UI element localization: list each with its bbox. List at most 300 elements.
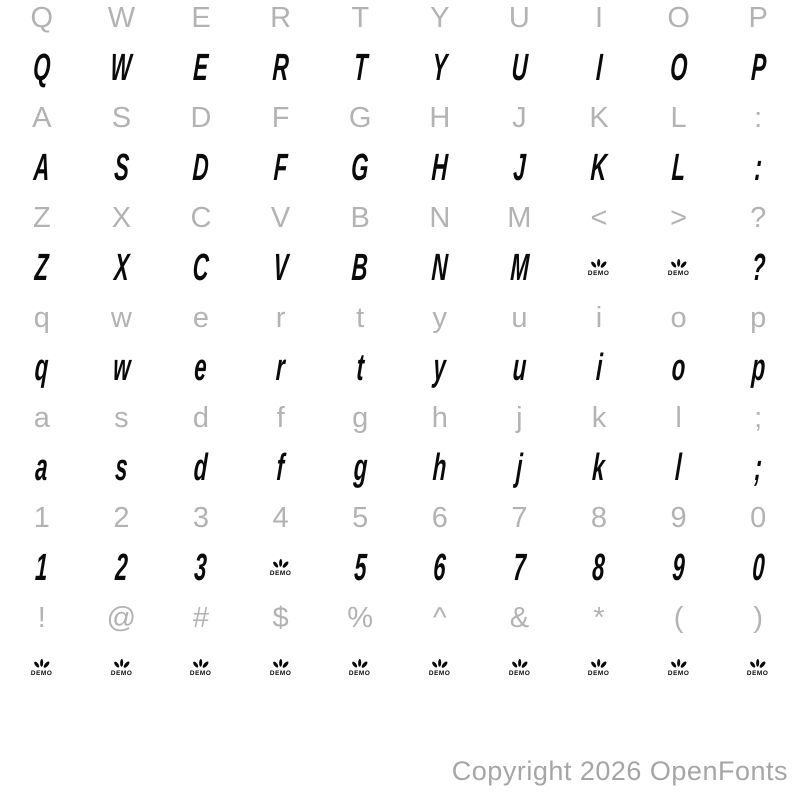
glyph-cell-r14-c7 bbox=[480, 643, 560, 693]
glyph-char: W bbox=[109, 47, 133, 89]
glyph-char: l bbox=[675, 401, 682, 434]
glyph-char: 6 bbox=[431, 501, 448, 534]
glyph-cell-r9-c3 bbox=[161, 393, 241, 443]
glyph-char: h bbox=[431, 401, 448, 434]
glyph-char: C bbox=[191, 247, 211, 289]
glyph-cell-r2-c5 bbox=[320, 43, 400, 93]
glyph-char: 5 bbox=[352, 501, 369, 534]
glyph-cell-r10-c8 bbox=[559, 443, 639, 493]
glyph-cell-r14-c5 bbox=[320, 643, 400, 693]
glyph-char: s bbox=[114, 401, 129, 434]
glyph-char: o bbox=[670, 347, 687, 389]
glyph-cell-r13-c2 bbox=[82, 593, 162, 643]
demo-label: DEMO bbox=[110, 670, 133, 678]
demo-glyph bbox=[508, 658, 530, 678]
glyph-char: 4 bbox=[272, 501, 289, 534]
glyph-cell-r12-c9 bbox=[639, 543, 719, 593]
demo-glyph bbox=[270, 558, 292, 578]
glyph-cell-r8-c5 bbox=[320, 343, 400, 393]
glyph-char: I bbox=[594, 47, 604, 89]
glyph-cell-r13-c6 bbox=[400, 593, 480, 643]
glyph-char: j bbox=[516, 401, 523, 434]
glyph-char: 8 bbox=[591, 547, 607, 589]
glyph-cell-r12-c3 bbox=[161, 543, 241, 593]
demo-glyph bbox=[668, 658, 690, 678]
splash-leaves-icon bbox=[113, 658, 130, 670]
glyph-char: t bbox=[355, 347, 365, 389]
glyph-cell-r4-c8 bbox=[559, 143, 639, 193]
glyph-char: C bbox=[190, 201, 212, 234]
glyph-char: A bbox=[32, 147, 51, 189]
demo-label: DEMO bbox=[747, 670, 769, 678]
glyph-char: E bbox=[191, 1, 211, 34]
glyph-char: * bbox=[593, 601, 605, 634]
demo-label: DEMO bbox=[667, 270, 690, 278]
glyph-cell-r13-c4 bbox=[241, 593, 321, 643]
glyph-cell-r8-c10 bbox=[718, 343, 798, 393]
glyph-cell-r11-c7 bbox=[480, 493, 560, 543]
demo-label: DEMO bbox=[667, 670, 690, 678]
glyph-char: S bbox=[112, 147, 130, 189]
glyph-char: Y bbox=[431, 47, 449, 89]
glyph-char: ^ bbox=[432, 601, 447, 634]
glyph-cell-r3-c5 bbox=[320, 93, 400, 143]
glyph-cell-r11-c10 bbox=[718, 493, 798, 543]
glyph-char: u bbox=[511, 301, 528, 334]
glyph-char: J bbox=[512, 101, 527, 134]
glyph-cell-r8-c1 bbox=[2, 343, 82, 393]
demo-glyph bbox=[110, 658, 132, 678]
glyph-cell-r6-c3 bbox=[161, 243, 241, 293]
glyph-cell-r4-c1 bbox=[2, 143, 82, 193]
demo-label: DEMO bbox=[349, 670, 371, 678]
glyph-cell-r5-c8 bbox=[559, 193, 639, 243]
glyph-char: W bbox=[107, 1, 136, 34]
glyph-char: 7 bbox=[512, 547, 527, 589]
glyph-cell-r8-c9 bbox=[639, 343, 719, 393]
glyph-char: : bbox=[753, 147, 763, 189]
glyph-cell-r5-c1 bbox=[2, 193, 82, 243]
glyph-cell-r14-c10 bbox=[718, 643, 798, 693]
glyph-char: V bbox=[272, 247, 290, 289]
glyph-char: ! bbox=[37, 601, 46, 634]
glyph-char: $ bbox=[272, 601, 289, 634]
glyph-cell-r13-c9 bbox=[639, 593, 719, 643]
glyph-cell-r4-c10 bbox=[718, 143, 798, 193]
glyph-char: a bbox=[33, 401, 50, 434]
demo-label: DEMO bbox=[428, 670, 451, 678]
glyph-char: D bbox=[191, 147, 211, 189]
demo-label: DEMO bbox=[587, 270, 610, 278]
glyph-char: T bbox=[351, 1, 370, 34]
glyph-cell-r7-c5 bbox=[320, 293, 400, 343]
glyph-char: t bbox=[356, 301, 365, 334]
glyph-cell-r10-c10 bbox=[718, 443, 798, 493]
glyph-cell-r3-c9 bbox=[639, 93, 719, 143]
glyph-char: Q bbox=[30, 1, 54, 34]
glyph-cell-r3-c7 bbox=[480, 93, 560, 143]
glyph-cell-r12-c8 bbox=[559, 543, 639, 593]
glyph-cell-r3-c8 bbox=[559, 93, 639, 143]
glyph-char: 2 bbox=[113, 501, 130, 534]
glyph-cell-r13-c3 bbox=[161, 593, 241, 643]
glyph-cell-r2-c8 bbox=[559, 43, 639, 93]
glyph-char: ( bbox=[673, 601, 684, 634]
glyph-char: e bbox=[192, 301, 210, 334]
glyph-cell-r12-c1 bbox=[2, 543, 82, 593]
demo-label: DEMO bbox=[269, 670, 292, 678]
splash-leaves-icon bbox=[272, 658, 289, 670]
glyph-char: d bbox=[192, 401, 210, 434]
glyph-cell-r7-c1 bbox=[2, 293, 82, 343]
glyph-cell-r14-c6 bbox=[400, 643, 480, 693]
glyph-char: > bbox=[670, 201, 688, 234]
glyph-char: R bbox=[270, 1, 292, 34]
glyph-cell-r6-c9 bbox=[639, 243, 719, 293]
splash-leaves-icon bbox=[670, 658, 687, 670]
glyph-char: p bbox=[750, 301, 767, 334]
glyph-cell-r2-c10 bbox=[718, 43, 798, 93]
glyph-char: M bbox=[507, 201, 532, 234]
demo-glyph bbox=[588, 258, 610, 278]
glyph-cell-r1-c3 bbox=[161, 0, 241, 43]
demo-label: DEMO bbox=[30, 670, 53, 678]
glyph-cell-r1-c6 bbox=[400, 0, 480, 43]
glyph-char: I bbox=[594, 1, 604, 34]
glyph-cell-r14-c4 bbox=[241, 643, 321, 693]
glyph-cell-r4-c3 bbox=[161, 143, 241, 193]
glyph-cell-r4-c4 bbox=[241, 143, 321, 193]
glyph-cell-r9-c8 bbox=[559, 393, 639, 443]
glyph-char: B bbox=[351, 247, 370, 289]
glyph-cell-r12-c6 bbox=[400, 543, 480, 593]
glyph-grid bbox=[2, 0, 798, 693]
glyph-cell-r12-c5 bbox=[320, 543, 400, 593]
splash-leaves-icon bbox=[670, 258, 687, 270]
glyph-char: O bbox=[668, 47, 689, 89]
glyph-cell-r5-c7 bbox=[480, 193, 560, 243]
glyph-char: L bbox=[670, 101, 687, 134]
demo-glyph bbox=[270, 658, 292, 678]
glyph-cell-r6-c7 bbox=[480, 243, 560, 293]
glyph-cell-r10-c4 bbox=[241, 443, 321, 493]
glyph-char: 8 bbox=[590, 501, 608, 534]
glyph-char: f bbox=[275, 447, 286, 489]
demo-glyph bbox=[668, 258, 690, 278]
glyph-char: y bbox=[432, 347, 448, 389]
glyph-char: T bbox=[352, 47, 369, 89]
glyph-cell-r9-c1 bbox=[2, 393, 82, 443]
glyph-cell-r5-c2 bbox=[82, 193, 162, 243]
glyph-char: Y bbox=[430, 1, 450, 34]
glyph-char: # bbox=[192, 601, 210, 634]
glyph-char: 2 bbox=[114, 547, 129, 589]
glyph-cell-r2-c9 bbox=[639, 43, 719, 93]
glyph-cell-r10-c3 bbox=[161, 443, 241, 493]
demo-label: DEMO bbox=[269, 570, 292, 578]
glyph-char: g bbox=[352, 447, 369, 489]
glyph-cell-r8-c7 bbox=[480, 343, 560, 393]
glyph-cell-r3-c3 bbox=[161, 93, 241, 143]
glyph-cell-r5-c9 bbox=[639, 193, 719, 243]
glyph-char: S bbox=[111, 101, 132, 134]
glyph-char: ; bbox=[754, 401, 763, 434]
glyph-char: & bbox=[509, 601, 530, 634]
glyph-cell-r11-c8 bbox=[559, 493, 639, 543]
glyph-char: A bbox=[32, 101, 52, 134]
glyph-char: 5 bbox=[352, 547, 368, 589]
glyph-cell-r13-c7 bbox=[480, 593, 560, 643]
glyph-cell-r9-c4 bbox=[241, 393, 321, 443]
glyph-char: g bbox=[352, 401, 369, 434]
glyph-cell-r1-c7 bbox=[480, 0, 560, 43]
glyph-char: ) bbox=[753, 601, 764, 634]
glyph-cell-r10-c6 bbox=[400, 443, 480, 493]
glyph-char: G bbox=[350, 147, 370, 189]
glyph-cell-r9-c10 bbox=[718, 393, 798, 443]
glyph-char: Z bbox=[33, 247, 50, 289]
glyph-cell-r5-c10 bbox=[718, 193, 798, 243]
glyph-char: R bbox=[271, 47, 290, 89]
glyph-cell-r8-c4 bbox=[241, 343, 321, 393]
glyph-char: Q bbox=[32, 47, 52, 89]
glyph-char: 1 bbox=[34, 547, 50, 589]
splash-leaves-icon bbox=[33, 658, 50, 670]
glyph-cell-r4-c5 bbox=[320, 143, 400, 193]
glyph-cell-r2-c6 bbox=[400, 43, 480, 93]
splash-leaves-icon bbox=[272, 558, 289, 570]
glyph-cell-r4-c6 bbox=[400, 143, 480, 193]
glyph-cell-r12-c10 bbox=[718, 543, 798, 593]
demo-label: DEMO bbox=[508, 670, 531, 678]
glyph-cell-r14-c8 bbox=[559, 643, 639, 693]
glyph-char: E bbox=[192, 47, 210, 89]
glyph-char: F bbox=[272, 147, 289, 189]
glyph-cell-r1-c1 bbox=[2, 0, 82, 43]
glyph-cell-r7-c6 bbox=[400, 293, 480, 343]
glyph-cell-r10-c9 bbox=[639, 443, 719, 493]
glyph-cell-r9-c5 bbox=[320, 393, 400, 443]
glyph-char: N bbox=[429, 201, 451, 234]
glyph-char: o bbox=[670, 301, 687, 334]
glyph-char: < bbox=[590, 201, 608, 234]
glyph-char: P bbox=[749, 47, 767, 89]
glyph-cell-r2-c4 bbox=[241, 43, 321, 93]
glyph-char: f bbox=[276, 401, 285, 434]
glyph-cell-r10-c2 bbox=[82, 443, 162, 493]
copyright-text: Copyright 2026 OpenFonts bbox=[451, 756, 788, 786]
glyph-cell-r11-c4 bbox=[241, 493, 321, 543]
glyph-char: ? bbox=[750, 201, 767, 234]
glyph-cell-r1-c4 bbox=[241, 0, 321, 43]
glyph-cell-r5-c5 bbox=[320, 193, 400, 243]
glyph-cell-r4-c2 bbox=[82, 143, 162, 193]
glyph-char: K bbox=[589, 101, 609, 134]
glyph-cell-r11-c1 bbox=[2, 493, 82, 543]
glyph-cell-r12-c4 bbox=[241, 543, 321, 593]
glyph-char: % bbox=[347, 601, 374, 634]
glyph-cell-r1-c10 bbox=[718, 0, 798, 43]
glyph-char: q bbox=[33, 347, 50, 389]
glyph-cell-r8-c6 bbox=[400, 343, 480, 393]
demo-label: DEMO bbox=[189, 670, 212, 678]
glyph-cell-r6-c2 bbox=[82, 243, 162, 293]
glyph-cell-r3-c2 bbox=[82, 93, 162, 143]
glyph-cell-r12-c7 bbox=[480, 543, 560, 593]
glyph-cell-r1-c5 bbox=[320, 0, 400, 43]
glyph-cell-r13-c8 bbox=[559, 593, 639, 643]
glyph-char: k bbox=[591, 401, 607, 434]
glyph-char: h bbox=[431, 447, 448, 489]
glyph-char: e bbox=[193, 347, 209, 389]
glyph-char: @ bbox=[106, 601, 137, 634]
glyph-cell-r11-c6 bbox=[400, 493, 480, 543]
splash-leaves-icon bbox=[511, 658, 528, 670]
glyph-cell-r6-c10 bbox=[718, 243, 798, 293]
glyph-cell-r5-c6 bbox=[400, 193, 480, 243]
glyph-char: q bbox=[33, 301, 50, 334]
glyph-cell-r14-c2 bbox=[82, 643, 162, 693]
glyph-char: j bbox=[515, 447, 524, 489]
glyph-cell-r8-c2 bbox=[82, 343, 162, 393]
splash-leaves-icon bbox=[431, 658, 448, 670]
glyph-char: M bbox=[509, 247, 530, 289]
glyph-char: w bbox=[110, 301, 132, 334]
glyph-cell-r11-c9 bbox=[639, 493, 719, 543]
glyph-cell-r6-c8 bbox=[559, 243, 639, 293]
glyph-cell-r9-c7 bbox=[480, 393, 560, 443]
glyph-cell-r1-c8 bbox=[559, 0, 639, 43]
glyph-char: V bbox=[270, 201, 291, 234]
glyph-cell-r13-c5 bbox=[320, 593, 400, 643]
glyph-cell-r7-c4 bbox=[241, 293, 321, 343]
splash-leaves-icon bbox=[590, 658, 607, 670]
glyph-char: P bbox=[748, 1, 768, 34]
glyph-char: ; bbox=[753, 447, 763, 489]
glyph-cell-r11-c5 bbox=[320, 493, 400, 543]
glyph-char: U bbox=[510, 47, 529, 89]
glyph-cell-r10-c5 bbox=[320, 443, 400, 493]
glyph-cell-r14-c9 bbox=[639, 643, 719, 693]
glyph-char: Z bbox=[32, 201, 51, 234]
glyph-char: r bbox=[275, 347, 286, 389]
glyph-char: 0 bbox=[750, 547, 766, 589]
glyph-char: i bbox=[595, 301, 603, 334]
glyph-cell-r7-c2 bbox=[82, 293, 162, 343]
glyph-char: D bbox=[190, 101, 212, 134]
glyph-cell-r1-c9 bbox=[639, 0, 719, 43]
glyph-cell-r2-c7 bbox=[480, 43, 560, 93]
glyph-char: 0 bbox=[750, 501, 767, 534]
glyph-char: H bbox=[430, 147, 449, 189]
glyph-char: i bbox=[594, 347, 604, 389]
glyph-cell-r3-c6 bbox=[400, 93, 480, 143]
glyph-cell-r7-c3 bbox=[161, 293, 241, 343]
glyph-cell-r3-c4 bbox=[241, 93, 321, 143]
glyph-cell-r14-c1 bbox=[2, 643, 82, 693]
demo-glyph bbox=[747, 658, 769, 678]
glyph-char: B bbox=[350, 201, 370, 234]
glyph-char: N bbox=[430, 247, 449, 289]
glyph-cell-r6-c6 bbox=[400, 243, 480, 293]
glyph-cell-r2-c3 bbox=[161, 43, 241, 93]
splash-leaves-icon bbox=[590, 258, 607, 270]
glyph-cell-r11-c3 bbox=[161, 493, 241, 543]
splash-leaves-icon bbox=[192, 658, 209, 670]
glyph-char: G bbox=[348, 101, 372, 134]
glyph-char: : bbox=[754, 101, 763, 134]
glyph-char: F bbox=[271, 101, 290, 134]
splash-leaves-icon bbox=[750, 658, 767, 670]
glyph-char: ? bbox=[750, 247, 767, 289]
glyph-cell-r11-c2 bbox=[82, 493, 162, 543]
glyph-char: 9 bbox=[671, 547, 686, 589]
glyph-char: 1 bbox=[33, 501, 50, 534]
glyph-cell-r3-c1 bbox=[2, 93, 82, 143]
glyph-cell-r13-c10 bbox=[718, 593, 798, 643]
glyph-cell-r9-c2 bbox=[82, 393, 162, 443]
glyph-cell-r14-c3 bbox=[161, 643, 241, 693]
glyph-char: l bbox=[674, 447, 683, 489]
glyph-char: 3 bbox=[192, 501, 210, 534]
glyph-cell-r3-c10 bbox=[718, 93, 798, 143]
glyph-char: k bbox=[591, 447, 607, 489]
glyph-cell-r5-c3 bbox=[161, 193, 241, 243]
glyph-cell-r8-c3 bbox=[161, 343, 241, 393]
glyph-char: w bbox=[111, 347, 132, 389]
glyph-cell-r2-c1 bbox=[2, 43, 82, 93]
glyph-char: J bbox=[512, 147, 527, 189]
glyph-char: 9 bbox=[670, 501, 687, 534]
demo-glyph bbox=[349, 658, 371, 678]
glyph-cell-r1-c2 bbox=[82, 0, 162, 43]
glyph-cell-r6-c1 bbox=[2, 243, 82, 293]
glyph-char: L bbox=[670, 147, 687, 189]
glyph-char: y bbox=[432, 301, 448, 334]
glyph-cell-r10-c1 bbox=[2, 443, 82, 493]
glyph-cell-r2-c2 bbox=[82, 43, 162, 93]
glyph-cell-r7-c10 bbox=[718, 293, 798, 343]
glyph-cell-r4-c7 bbox=[480, 143, 560, 193]
splash-leaves-icon bbox=[352, 658, 369, 670]
glyph-char: d bbox=[193, 447, 209, 489]
demo-glyph bbox=[190, 658, 212, 678]
glyph-char: s bbox=[114, 447, 129, 489]
glyph-cell-r9-c6 bbox=[400, 393, 480, 443]
glyph-char: H bbox=[429, 101, 451, 134]
glyph-cell-r7-c8 bbox=[559, 293, 639, 343]
glyph-char: 7 bbox=[511, 501, 528, 534]
glyph-cell-r6-c4 bbox=[241, 243, 321, 293]
glyph-char: r bbox=[275, 301, 286, 334]
glyph-cell-r7-c7 bbox=[480, 293, 560, 343]
glyph-cell-r4-c9 bbox=[639, 143, 719, 193]
demo-label: DEMO bbox=[587, 670, 610, 678]
glyph-char: u bbox=[511, 347, 528, 389]
glyph-cell-r8-c8 bbox=[559, 343, 639, 393]
glyph-char: O bbox=[667, 1, 690, 34]
glyph-char: a bbox=[34, 447, 50, 489]
demo-glyph bbox=[31, 658, 53, 678]
glyph-cell-r10-c7 bbox=[480, 443, 560, 493]
glyph-char: K bbox=[589, 147, 609, 189]
glyph-char: 3 bbox=[193, 547, 209, 589]
glyph-cell-r13-c1 bbox=[2, 593, 82, 643]
glyph-cell-r9-c9 bbox=[639, 393, 719, 443]
glyph-char: X bbox=[112, 247, 130, 289]
glyph-char: p bbox=[750, 347, 767, 389]
glyph-char: U bbox=[508, 1, 530, 34]
